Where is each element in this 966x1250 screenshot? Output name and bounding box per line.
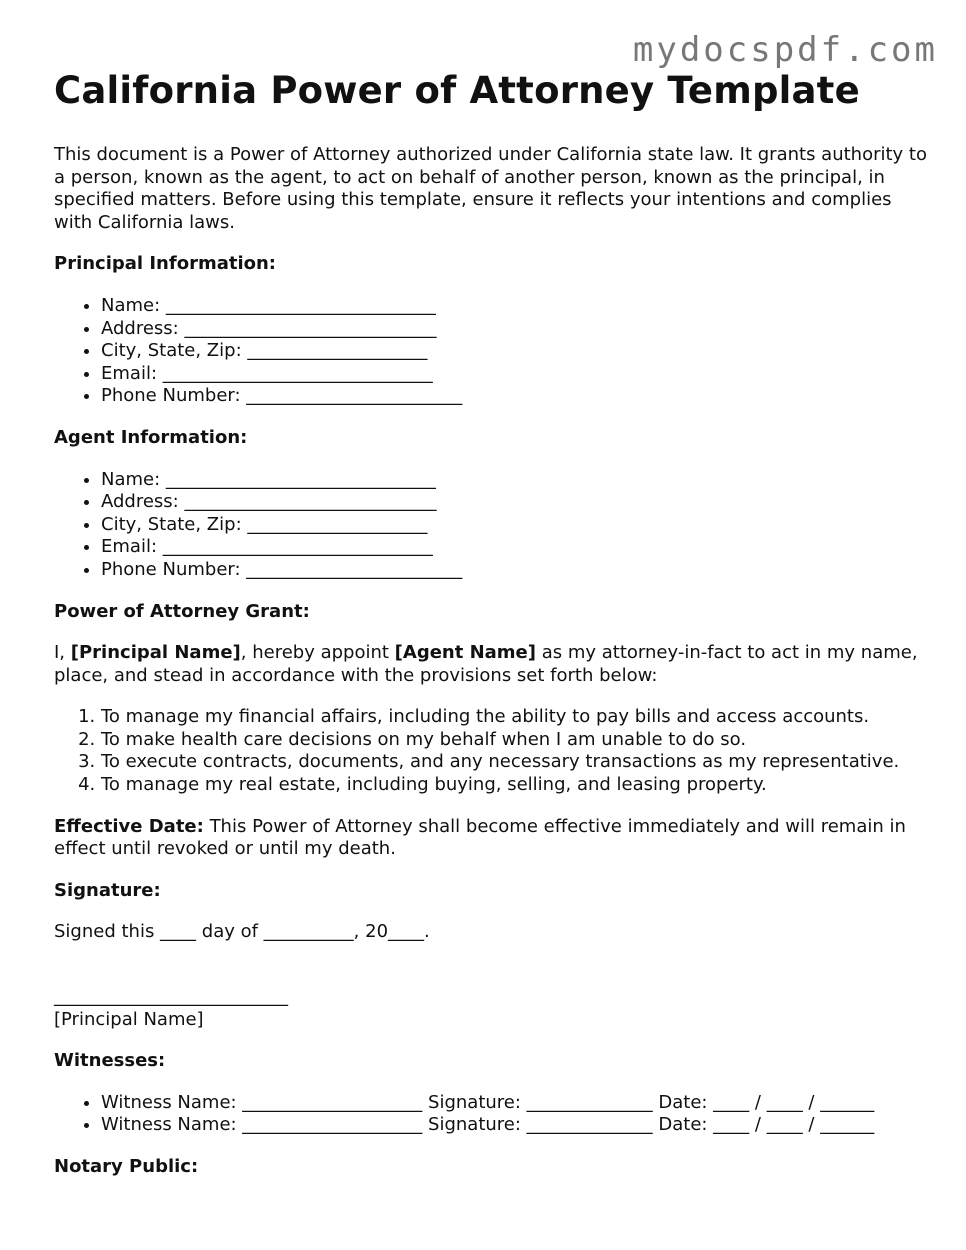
grant-paragraph xyxy=(54,642,934,687)
agent-fields-list xyxy=(54,469,934,582)
grant-heading: Power of Attorney Grant: xyxy=(54,600,310,622)
principal-fields-list xyxy=(54,295,934,408)
principal-address-field: • Address: ____________________________ xyxy=(101,318,934,341)
principal-name-placeholder: [Principal Name] xyxy=(54,1008,204,1030)
agent-name-field: • Name: ______________________________ xyxy=(101,469,934,492)
notary-heading: Notary Public: xyxy=(54,1156,199,1177)
effective-date-text: This Power of Attorney shall become effective immediately and will remain in effect until revoked or until my death. xyxy=(54,815,906,860)
witness-row: • Witness Name: ____________________ Signature: ______________ Date: ____ / ____ / ______ xyxy=(101,1114,934,1137)
power-item: 4. To manage my real estate, including buying, selling, and leasing property. xyxy=(101,774,934,797)
grant-principal-placeholder: [Principal Name] xyxy=(70,642,241,664)
power-item: 2. To make health care decisions on my behalf when I am unable to do so. xyxy=(101,729,934,752)
agent-phone-field: • Phone Number: ________________________ xyxy=(101,559,934,582)
agent-address-field: • Address: ____________________________ xyxy=(101,491,934,514)
grant-agent-placeholder: [Agent Name] xyxy=(394,642,536,664)
grant-prefix: I, xyxy=(54,642,71,664)
principal-phone-field: • Phone Number: ________________________ xyxy=(101,385,934,408)
agent-city-field: • City, State, Zip: ____________________ xyxy=(101,514,934,537)
document-page xyxy=(54,68,934,1198)
principal-email-field: • Email: ______________________________ xyxy=(101,363,934,386)
witnesses-list xyxy=(54,1092,934,1137)
principal-city-field: • City, State, Zip: ____________________ xyxy=(101,340,934,363)
signature-heading: Signature: xyxy=(54,879,161,901)
witness-row: • Witness Name: ____________________ Signature: ______________ Date: ____ / ____ / ______ xyxy=(101,1092,934,1115)
witnesses-heading: Witnesses: xyxy=(54,1050,166,1072)
watermark: mydocspdf.com xyxy=(632,30,938,70)
principal-signature-line: __________________________ xyxy=(54,986,288,1008)
document-title: California Power of Attorney Template xyxy=(54,69,860,112)
agent-heading: Agent Information: xyxy=(54,426,248,448)
power-item: 3. To execute contracts, documents, and any necessary transactions as my representative. xyxy=(101,751,934,774)
principal-signature-block xyxy=(54,986,934,1031)
signed-line: Signed this ____ day of __________, 20____. xyxy=(54,921,430,943)
principal-heading: Principal Information: xyxy=(54,253,277,275)
grant-suffix: as my attorney-in-fact to act in my name, place, and stead in accordance with the provisions set forth below: xyxy=(54,642,918,686)
effective-date-paragraph xyxy=(54,816,934,861)
effective-date-label: Effective Date: xyxy=(54,815,204,837)
grant-middle: , hereby appoint xyxy=(240,642,395,664)
agent-email-field: • Email: ______________________________ xyxy=(101,536,934,559)
power-item: 1. To manage my financial affairs, including the ability to pay bills and access accounts. xyxy=(101,706,934,729)
principal-name-field: • Name: ______________________________ xyxy=(101,295,934,318)
powers-list xyxy=(54,706,934,796)
intro-paragraph: This document is a Power of Attorney authorized under California state law. It grants authority to a person, known as the agent, to act on behalf of another person, known as the principal, in specified matters. Before using this template, ensure it reflects your intentions and complies with California laws. xyxy=(54,144,927,233)
